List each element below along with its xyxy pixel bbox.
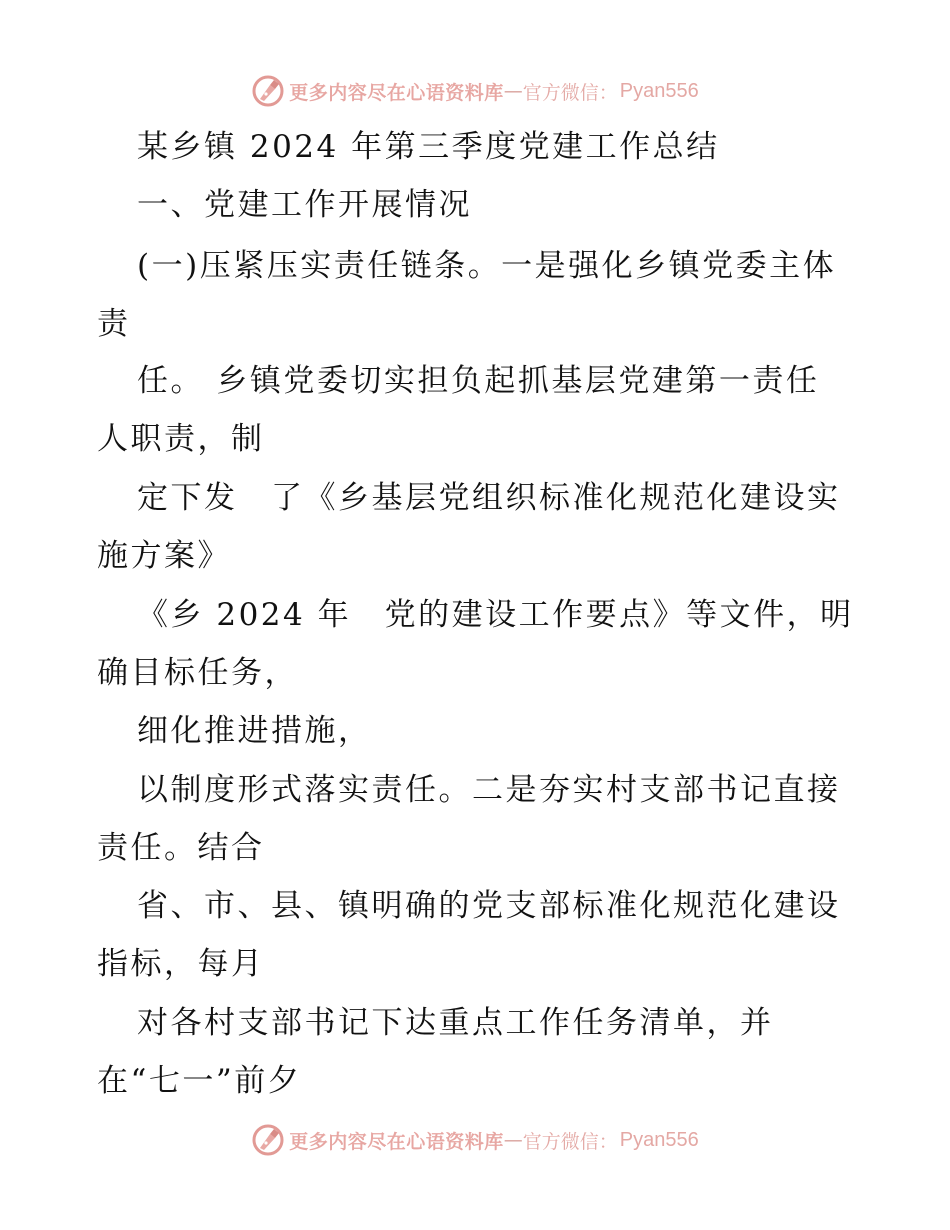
document-title: 某乡镇 2024 年第三季度党建工作总结 xyxy=(137,129,720,165)
watermark-dash: — xyxy=(503,1129,523,1151)
section-heading: 一、党建工作开展情况 xyxy=(137,187,472,223)
watermark-brand: 更多内容尽在心语资料库 xyxy=(289,81,504,104)
paragraph-line: 细化推进措施， xyxy=(137,713,372,749)
paragraph-line: 指标，每月 xyxy=(97,946,265,982)
paragraph-line: 在“七一”前夕 xyxy=(97,1063,302,1099)
paragraph-line: 施方案》 xyxy=(97,538,231,574)
watermark-wechat-id: Pyan556 xyxy=(619,1128,699,1151)
paragraph-line: 对各村支部书记下达重点工作任务清单，并 xyxy=(137,1005,774,1041)
paragraph-line: 《乡 2024 年 党的建设工作要点》等文件，明 xyxy=(137,597,854,633)
paragraph-line: (一)压紧压实责任链条。一是强化乡镇党委主体 xyxy=(137,248,837,284)
paragraph-line: 任。 乡镇党委切实担负起抓基层党建第一责任 xyxy=(137,363,820,399)
paragraph-line: 以制度形式落实责任。二是夯实村支部书记直接 xyxy=(137,772,841,808)
footer-watermark xyxy=(0,1120,950,1160)
watermark-brand: 更多内容尽在心语资料库 xyxy=(289,1130,504,1153)
paragraph-line: 责 xyxy=(97,306,131,342)
watermark-official-label: 官方微信： xyxy=(522,1130,618,1153)
paragraph-line: 责任。结合 xyxy=(97,830,265,866)
watermark-official-label: 官方微信： xyxy=(522,81,618,104)
watermark-dash: — xyxy=(503,80,523,102)
pen-nib-seal-icon xyxy=(251,1123,285,1157)
paragraph-line: 定下发 了《乡基层党组织标准化规范化建设实 xyxy=(137,480,841,516)
paragraph-line: 确目标任务， xyxy=(97,655,298,691)
paragraph-line: 人职责，制 xyxy=(97,421,265,457)
paragraph-line: 省、市、县、镇明确的党支部标准化规范化建设 xyxy=(137,888,841,924)
watermark-wechat-id: Pyan556 xyxy=(619,79,699,102)
